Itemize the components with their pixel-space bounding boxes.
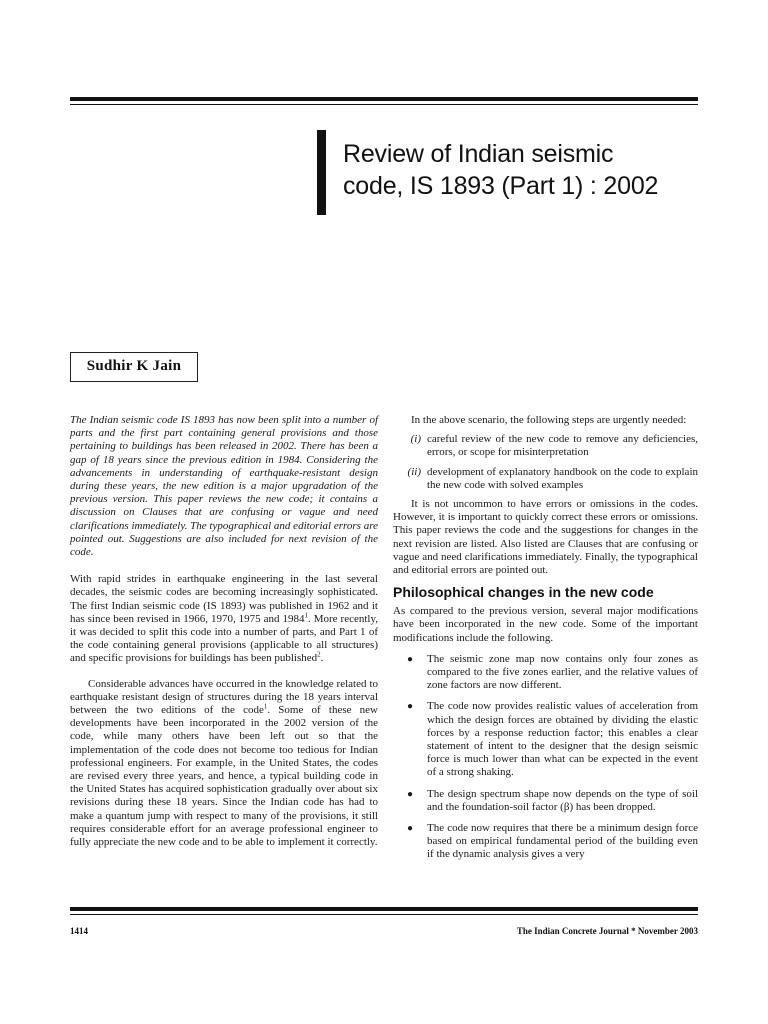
reference-mark: 1	[304, 611, 309, 620]
reference-mark: 1	[263, 702, 268, 711]
list-text: The code now requires that there be a minimum design force based on empirical fundamental period of the building even if the dynamic analysis gives a very	[427, 822, 698, 861]
top-rule-thick	[70, 97, 698, 101]
list-text: The code now provides realistic values of acceleration from which the design forces are obtained by dividing the elastic forces by a response reduction factor; this enables a clear statement of intent to the designer that the design seismic force is much lower than what can be expected in the event of a strong shaking.	[427, 700, 698, 779]
bullet-icon: ●	[406, 653, 414, 665]
list-text: careful review of the new code to remove any deficiencies, errors, or scope for misinterpretation	[427, 433, 698, 459]
bullet-icon: ●	[406, 701, 414, 713]
body-paragraph: It is not uncommon to have errors or omissions in the codes. However, it is important to quickly correct these errors or omissions. This paper reviews the code and the suggestions for changes in the next revision are listed. Also listed are Clauses that are confusing or vague and need clarifications immediately. Finally, the typographical and editorial errors are pointed out.	[393, 498, 698, 577]
bottom-rule-thin	[70, 914, 698, 915]
list-item	[393, 788, 698, 814]
list-item	[393, 700, 698, 779]
bottom-rule-thick	[70, 907, 698, 911]
journal-citation: The Indian Concrete Journal * November 2003	[516, 926, 698, 936]
list-text: The seismic zone map now contains only four zones as compared to the five zones earlier, and the relative values of zone factors are now different.	[427, 652, 698, 692]
list-text: The design spectrum shape now depends on the type of soil and the foundation-soil factor (β) has been dropped.	[427, 787, 698, 813]
left-column	[70, 414, 378, 849]
title-line-2: code, IS 1893 (Part 1) : 2002	[343, 172, 659, 200]
intro-paragraph: With rapid strides in earthquake engineering in the last several decades, the seismic codes are becoming increasingly sophisticated. The first Indian seismic code (IS 1893) was published in 1962 and it has since been revised in 1966, 1970, 1975 and 1984$^1$. More recently, it was decided to split this code into a number of parts, and Part 1 of the code containing general provisions (applicable to all structures) and specific provisions for buildings has been published$^2$.	[70, 573, 378, 665]
page-number: 1414	[70, 926, 88, 936]
top-rule-thin	[70, 104, 698, 105]
title-accent-bar	[317, 130, 326, 215]
reference-mark: 2	[317, 650, 321, 659]
title-line-1: Review of Indian seismic	[343, 140, 614, 168]
bullet-icon: ●	[406, 788, 414, 800]
list-number: (ii)	[407, 465, 421, 478]
bullet-icon: ●	[406, 823, 414, 835]
section-heading: Philosophical changes in the new code	[393, 584, 654, 601]
author-name: Sudhir K Jain	[70, 352, 198, 382]
list-item	[393, 466, 698, 492]
list-number: (i)	[410, 433, 421, 446]
body-paragraph: Considerable advances have occurred in the knowledge related to earthquake resistant design of structures during the 18 years interval between the two editions of the code$^1$. Some of these new developments have been incorporated in the 2002 version of the code, while many others have been left out so that the implementation of the code does not become too tedious for Indian professional engineers. For example, in the United States, the codes are revised every three years, and hence, a typical building code in the United States has acquired sophistication gradually over about six revisions during these 18 years. Since the Indian code has had to make a quantum jump with respect to many of the provisions, it still requires considerable effort for an average professional engineer to fully appreciate the new code and to be able to implement it correctly.	[70, 677, 378, 849]
abstract: The Indian seismic code IS 1893 has now been split into a number of parts and the first part containing general provisions and those pertaining to buildings has been released in 2002. There has been a gap of 18 years since the previous edition in 1984. Considering the advancements in understanding of earthquake-resistant design during these years, the new edition is a major upgradation of the previous version. This paper reviews the new code; it contains a discussion on Clauses that are confusing or vague and need clarifications immediately. The typographical and editorial errors are pointed out. Suggestions are also included for next revision of the code.	[70, 414, 378, 559]
changes-list	[393, 653, 698, 862]
list-item	[393, 653, 698, 693]
steps-intro: In the above scenario, the following steps are urgently needed:	[411, 414, 687, 426]
right-column	[393, 414, 698, 870]
list-text: development of explanatory handbook on the code to explain the new code with solved examples	[427, 465, 698, 491]
section-intro: As compared to the previous version, several major modifications have been incorporated in the new code. Some of the important modifications include the following.	[393, 605, 698, 644]
steps-list	[393, 433, 698, 492]
article-title	[343, 138, 703, 202]
list-item	[393, 433, 698, 459]
list-item	[393, 822, 698, 862]
